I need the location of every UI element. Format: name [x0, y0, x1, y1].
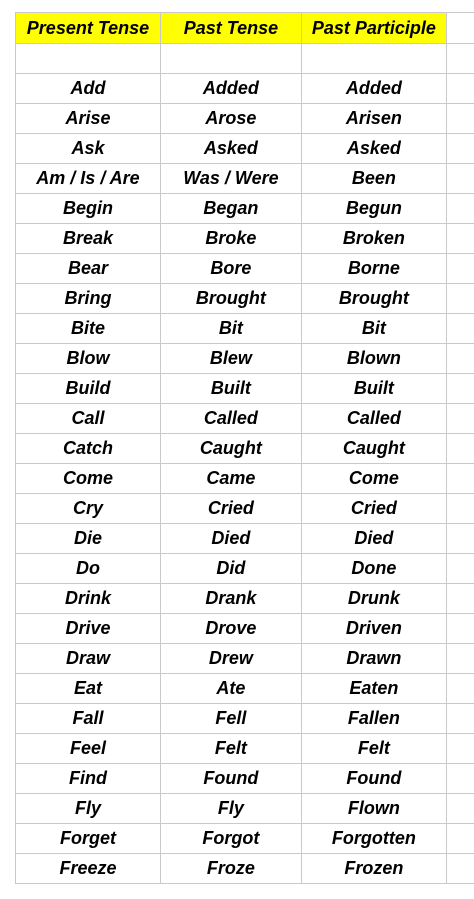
table-row	[16, 374, 474, 404]
cell-past-tense[interactable]: Fly	[160, 794, 301, 824]
empty-cell[interactable]	[446, 734, 474, 764]
cell-past-participle[interactable]: Cried	[301, 494, 446, 524]
cell-past-participle[interactable]: Added	[301, 74, 446, 104]
cell-past-participle[interactable]: Drunk	[301, 584, 446, 614]
cell-past-participle[interactable]: Done	[301, 554, 446, 584]
empty-cell[interactable]	[446, 374, 474, 404]
empty-cell[interactable]	[446, 584, 474, 614]
cell-past-tense[interactable]: Built	[160, 374, 301, 404]
cell-present-tense[interactable]: Bite	[16, 314, 161, 344]
table-row	[16, 494, 474, 524]
table-row	[16, 404, 474, 434]
table-row	[16, 824, 474, 854]
cell-present-tense[interactable]: Bear	[16, 254, 161, 284]
cell-past-tense[interactable]: Drew	[160, 644, 301, 674]
table-row	[16, 134, 474, 164]
table-row	[16, 464, 474, 494]
cell-past-participle[interactable]: Found	[301, 764, 446, 794]
cell-present-tense[interactable]: Cry	[16, 494, 161, 524]
empty-cell[interactable]	[16, 44, 161, 74]
cell-past-tense[interactable]: Added	[160, 74, 301, 104]
table-row	[16, 584, 474, 614]
empty-cell[interactable]	[446, 524, 474, 554]
cell-present-tense[interactable]: Die	[16, 524, 161, 554]
empty-cell[interactable]	[446, 344, 474, 374]
cell-present-tense[interactable]: Begin	[16, 194, 161, 224]
cell-present-tense[interactable]: Find	[16, 764, 161, 794]
cell-past-participle[interactable]: Felt	[301, 734, 446, 764]
empty-cell[interactable]	[301, 44, 446, 74]
table-row	[16, 284, 474, 314]
empty-cell[interactable]	[446, 314, 474, 344]
cell-present-tense[interactable]: Build	[16, 374, 161, 404]
cell-past-participle[interactable]: Arisen	[301, 104, 446, 134]
cell-past-participle[interactable]: Asked	[301, 134, 446, 164]
table-row	[16, 554, 474, 584]
cell-past-tense[interactable]: Died	[160, 524, 301, 554]
header-past-tense[interactable]: Past Tense	[160, 13, 301, 44]
empty-cell[interactable]	[446, 824, 474, 854]
cell-past-tense[interactable]: Drove	[160, 614, 301, 644]
cell-past-tense[interactable]: Bit	[160, 314, 301, 344]
cell-present-tense[interactable]: Fall	[16, 704, 161, 734]
cell-past-tense[interactable]: Drank	[160, 584, 301, 614]
cell-present-tense[interactable]: Drink	[16, 584, 161, 614]
empty-cell[interactable]	[446, 554, 474, 584]
table-row	[16, 794, 474, 824]
empty-cell[interactable]	[446, 164, 474, 194]
cell-present-tense[interactable]: Am / Is / Are	[16, 164, 161, 194]
cell-present-tense[interactable]: Freeze	[16, 854, 161, 884]
cell-present-tense[interactable]: Arise	[16, 104, 161, 134]
empty-cell[interactable]	[446, 614, 474, 644]
empty-cell[interactable]	[446, 44, 474, 74]
cell-past-participle[interactable]: Died	[301, 524, 446, 554]
cell-present-tense[interactable]: Drive	[16, 614, 161, 644]
cell-past-tense[interactable]: Froze	[160, 854, 301, 884]
empty-cell[interactable]	[446, 794, 474, 824]
cell-past-participle[interactable]: Broken	[301, 224, 446, 254]
cell-past-participle[interactable]: Forgotten	[301, 824, 446, 854]
cell-past-tense[interactable]: Blew	[160, 344, 301, 374]
table-row	[16, 74, 474, 104]
cell-past-tense[interactable]: Ate	[160, 674, 301, 704]
cell-present-tense[interactable]: Blow	[16, 344, 161, 374]
cell-past-tense[interactable]: Arose	[160, 104, 301, 134]
cell-past-participle[interactable]: Eaten	[301, 674, 446, 704]
cell-past-tense[interactable]: Broke	[160, 224, 301, 254]
empty-cell[interactable]	[446, 194, 474, 224]
cell-past-tense[interactable]: Found	[160, 764, 301, 794]
table-row	[16, 224, 474, 254]
verb-tense-table	[15, 12, 474, 884]
cell-present-tense[interactable]: Forget	[16, 824, 161, 854]
empty-cell[interactable]	[446, 644, 474, 674]
cell-past-participle[interactable]: Called	[301, 404, 446, 434]
cell-past-participle[interactable]: Borne	[301, 254, 446, 284]
cell-past-participle[interactable]: Driven	[301, 614, 446, 644]
table-row	[16, 614, 474, 644]
cell-present-tense[interactable]: Feel	[16, 734, 161, 764]
header-row	[16, 13, 474, 44]
table-row	[16, 704, 474, 734]
cell-present-tense[interactable]: Bring	[16, 284, 161, 314]
table-row	[16, 104, 474, 134]
cell-past-tense[interactable]: Asked	[160, 134, 301, 164]
cell-present-tense[interactable]: Add	[16, 74, 161, 104]
cell-past-participle[interactable]: Caught	[301, 434, 446, 464]
empty-cell[interactable]	[446, 134, 474, 164]
table-row	[16, 314, 474, 344]
cell-past-tense[interactable]: Did	[160, 554, 301, 584]
cell-past-tense[interactable]: Bore	[160, 254, 301, 284]
cell-past-tense[interactable]: Began	[160, 194, 301, 224]
cell-past-participle[interactable]: Been	[301, 164, 446, 194]
cell-past-tense[interactable]: Was / Were	[160, 164, 301, 194]
cell-past-participle[interactable]: Blown	[301, 344, 446, 374]
cell-past-participle[interactable]: Built	[301, 374, 446, 404]
empty-cell[interactable]	[446, 74, 474, 104]
cell-past-participle[interactable]: Fallen	[301, 704, 446, 734]
table-row	[16, 674, 474, 704]
cell-past-tense[interactable]: Brought	[160, 284, 301, 314]
cell-past-participle[interactable]: Frozen	[301, 854, 446, 884]
empty-cell[interactable]	[446, 674, 474, 704]
table-row	[16, 194, 474, 224]
cell-present-tense[interactable]: Draw	[16, 644, 161, 674]
table-row	[16, 434, 474, 464]
empty-cell[interactable]	[160, 44, 301, 74]
cell-past-participle[interactable]: Flown	[301, 794, 446, 824]
empty-cell[interactable]	[446, 494, 474, 524]
empty-cell[interactable]	[446, 13, 474, 44]
cell-past-tense[interactable]: Caught	[160, 434, 301, 464]
table-row	[16, 254, 474, 284]
cell-past-tense[interactable]: Called	[160, 404, 301, 434]
cell-past-participle[interactable]: Begun	[301, 194, 446, 224]
empty-cell[interactable]	[446, 284, 474, 314]
empty-cell[interactable]	[446, 854, 474, 884]
empty-cell[interactable]	[446, 224, 474, 254]
table-row	[16, 344, 474, 374]
empty-cell[interactable]	[446, 764, 474, 794]
cell-past-participle[interactable]: Drawn	[301, 644, 446, 674]
table-row	[16, 644, 474, 674]
cell-present-tense[interactable]: Call	[16, 404, 161, 434]
table-row	[16, 164, 474, 194]
cell-past-participle[interactable]: Come	[301, 464, 446, 494]
cell-present-tense[interactable]: Do	[16, 554, 161, 584]
empty-cell[interactable]	[446, 464, 474, 494]
header-past-participle[interactable]: Past Participle	[301, 13, 446, 44]
cell-past-participle[interactable]: Bit	[301, 314, 446, 344]
table-row	[16, 764, 474, 794]
cell-present-tense[interactable]: Fly	[16, 794, 161, 824]
cell-present-tense[interactable]: Ask	[16, 134, 161, 164]
cell-present-tense[interactable]: Break	[16, 224, 161, 254]
cell-present-tense[interactable]: Eat	[16, 674, 161, 704]
table-row	[16, 854, 474, 884]
empty-cell[interactable]	[446, 434, 474, 464]
empty-cell[interactable]	[446, 404, 474, 434]
cell-past-tense[interactable]: Fell	[160, 704, 301, 734]
table-row	[16, 524, 474, 554]
cell-past-tense[interactable]: Felt	[160, 734, 301, 764]
cell-present-tense[interactable]: Come	[16, 464, 161, 494]
cell-past-tense[interactable]: Forgot	[160, 824, 301, 854]
cell-past-tense[interactable]: Came	[160, 464, 301, 494]
empty-cell[interactable]	[446, 104, 474, 134]
cell-present-tense[interactable]: Catch	[16, 434, 161, 464]
blank-row	[16, 44, 474, 74]
cell-past-tense[interactable]: Cried	[160, 494, 301, 524]
cell-past-participle[interactable]: Brought	[301, 284, 446, 314]
empty-cell[interactable]	[446, 704, 474, 734]
empty-cell[interactable]	[446, 254, 474, 284]
header-present-tense[interactable]: Present Tense	[16, 13, 161, 44]
table-row	[16, 734, 474, 764]
